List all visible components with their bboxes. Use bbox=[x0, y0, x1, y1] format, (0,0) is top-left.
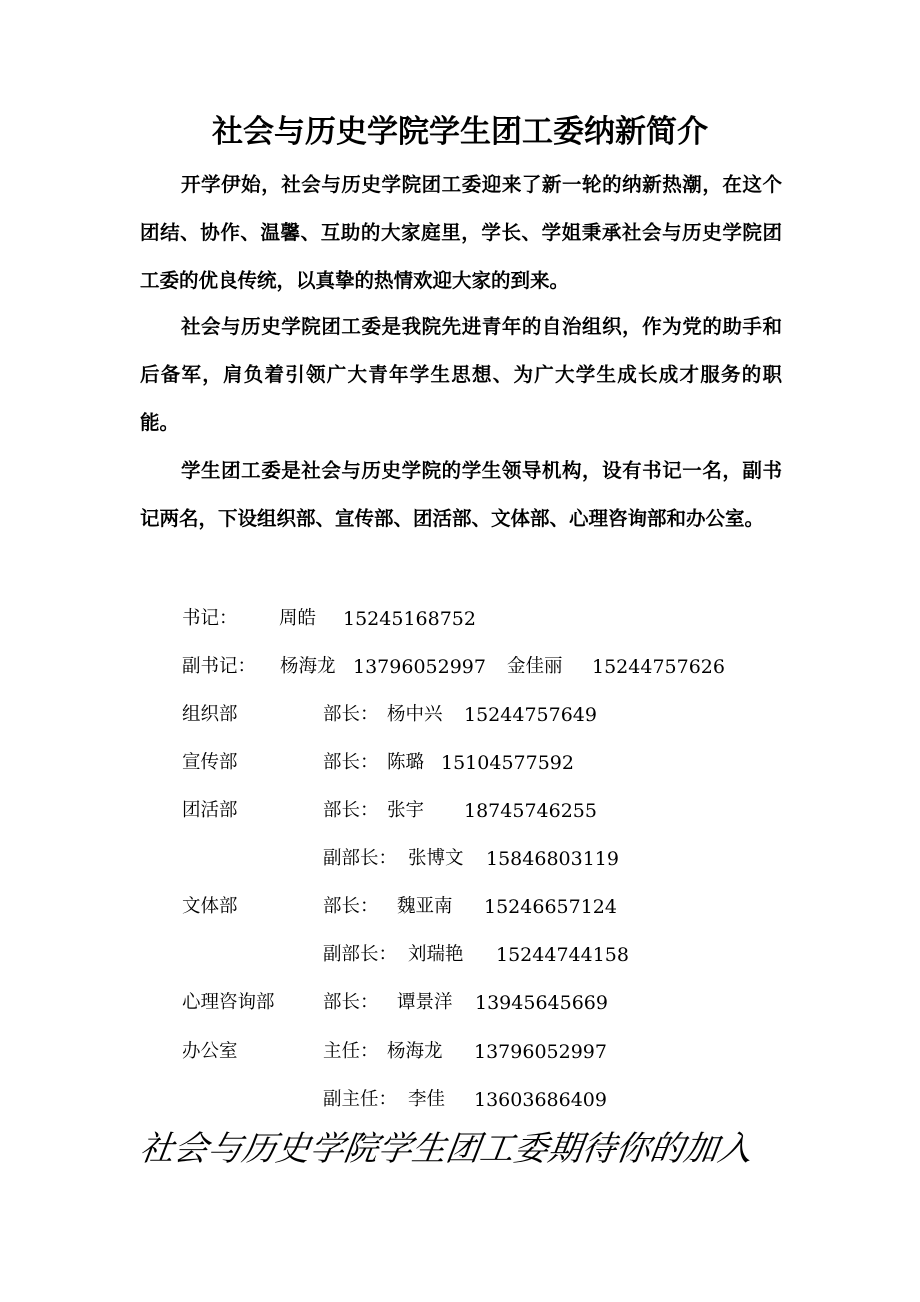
dept-name: 心理咨询部 bbox=[182, 992, 275, 1013]
deputy-secretary-name: 杨海龙 bbox=[280, 656, 336, 677]
member-role: 部长： bbox=[323, 752, 379, 773]
secretary-label: 书记： bbox=[182, 608, 238, 629]
closing-slogan: 社会与历史学院学生团工委期待你的加入 bbox=[137, 1129, 755, 1169]
member-name: 陈璐 bbox=[387, 752, 425, 773]
structure-paragraph: 学生团工委是社会与历史学院的学生领导机构，设有书记一名，副书记两名，下设组织部、宣传部、团活部、文体部、心理咨询部和办公室。 bbox=[140, 459, 782, 530]
secretary-name: 周皓 bbox=[279, 608, 317, 629]
member-name: 张博文 bbox=[408, 848, 464, 869]
member-role: 部长： bbox=[323, 896, 379, 917]
dept-name: 宣传部 bbox=[182, 752, 238, 773]
member-name: 杨中兴 bbox=[387, 704, 443, 725]
member-phone: 15244757649 bbox=[464, 704, 597, 726]
deputy-secretary-name: 金佳丽 bbox=[507, 656, 563, 677]
member-phone: 15104577592 bbox=[441, 752, 574, 774]
dept-name: 团活部 bbox=[182, 800, 238, 821]
member-phone: 15846803119 bbox=[486, 848, 619, 870]
secretary-phone: 15245168752 bbox=[343, 608, 476, 630]
member-phone: 13945645669 bbox=[475, 992, 608, 1014]
member-phone: 18745746255 bbox=[464, 800, 597, 822]
member-phone: 13603686409 bbox=[474, 1089, 607, 1111]
member-role: 副主任： bbox=[323, 1089, 398, 1110]
deputy-secretary-phone: 15244757626 bbox=[592, 656, 725, 678]
member-name: 张宇 bbox=[387, 800, 425, 821]
member-phone: 13796052997 bbox=[474, 1041, 607, 1063]
member-role: 副部长： bbox=[323, 848, 398, 869]
member-phone: 15244744158 bbox=[496, 944, 629, 966]
member-name: 杨海龙 bbox=[387, 1041, 443, 1062]
organization-paragraph: 社会与历史学院团工委是我院先进青年的自治组织，作为党的助手和后备军，肩负着引领广大青年学生思想、为广大学生成长成才服务的职能。 bbox=[140, 315, 782, 434]
deputy-secretary-phone: 13796052997 bbox=[353, 656, 486, 678]
page-title: 社会与历史学院学生团工委纳新简介 bbox=[212, 114, 708, 150]
member-role: 部长： bbox=[323, 800, 379, 821]
member-name: 刘瑞艳 bbox=[408, 944, 464, 965]
dept-name: 办公室 bbox=[182, 1041, 238, 1062]
member-role: 主任： bbox=[323, 1041, 379, 1062]
dept-name: 文体部 bbox=[182, 896, 238, 917]
member-name: 魏亚南 bbox=[397, 896, 453, 917]
member-name: 谭景洋 bbox=[397, 992, 453, 1013]
dept-name: 组织部 bbox=[182, 704, 238, 725]
deputy-secretary-label: 副书记： bbox=[182, 656, 257, 677]
member-phone: 15246657124 bbox=[484, 896, 617, 918]
member-role: 副部长： bbox=[323, 944, 398, 965]
member-name: 李佳 bbox=[408, 1089, 446, 1110]
member-role: 部长： bbox=[323, 704, 379, 725]
member-role: 部长： bbox=[323, 992, 379, 1013]
intro-paragraph: 开学伊始，社会与历史学院团工委迎来了新一轮的纳新热潮，在这个团结、协作、温馨、互助的大家庭里，学长、学姐秉承社会与历史学院团工委的优良传统，以真挚的热情欢迎大家的到来。 bbox=[140, 173, 782, 292]
